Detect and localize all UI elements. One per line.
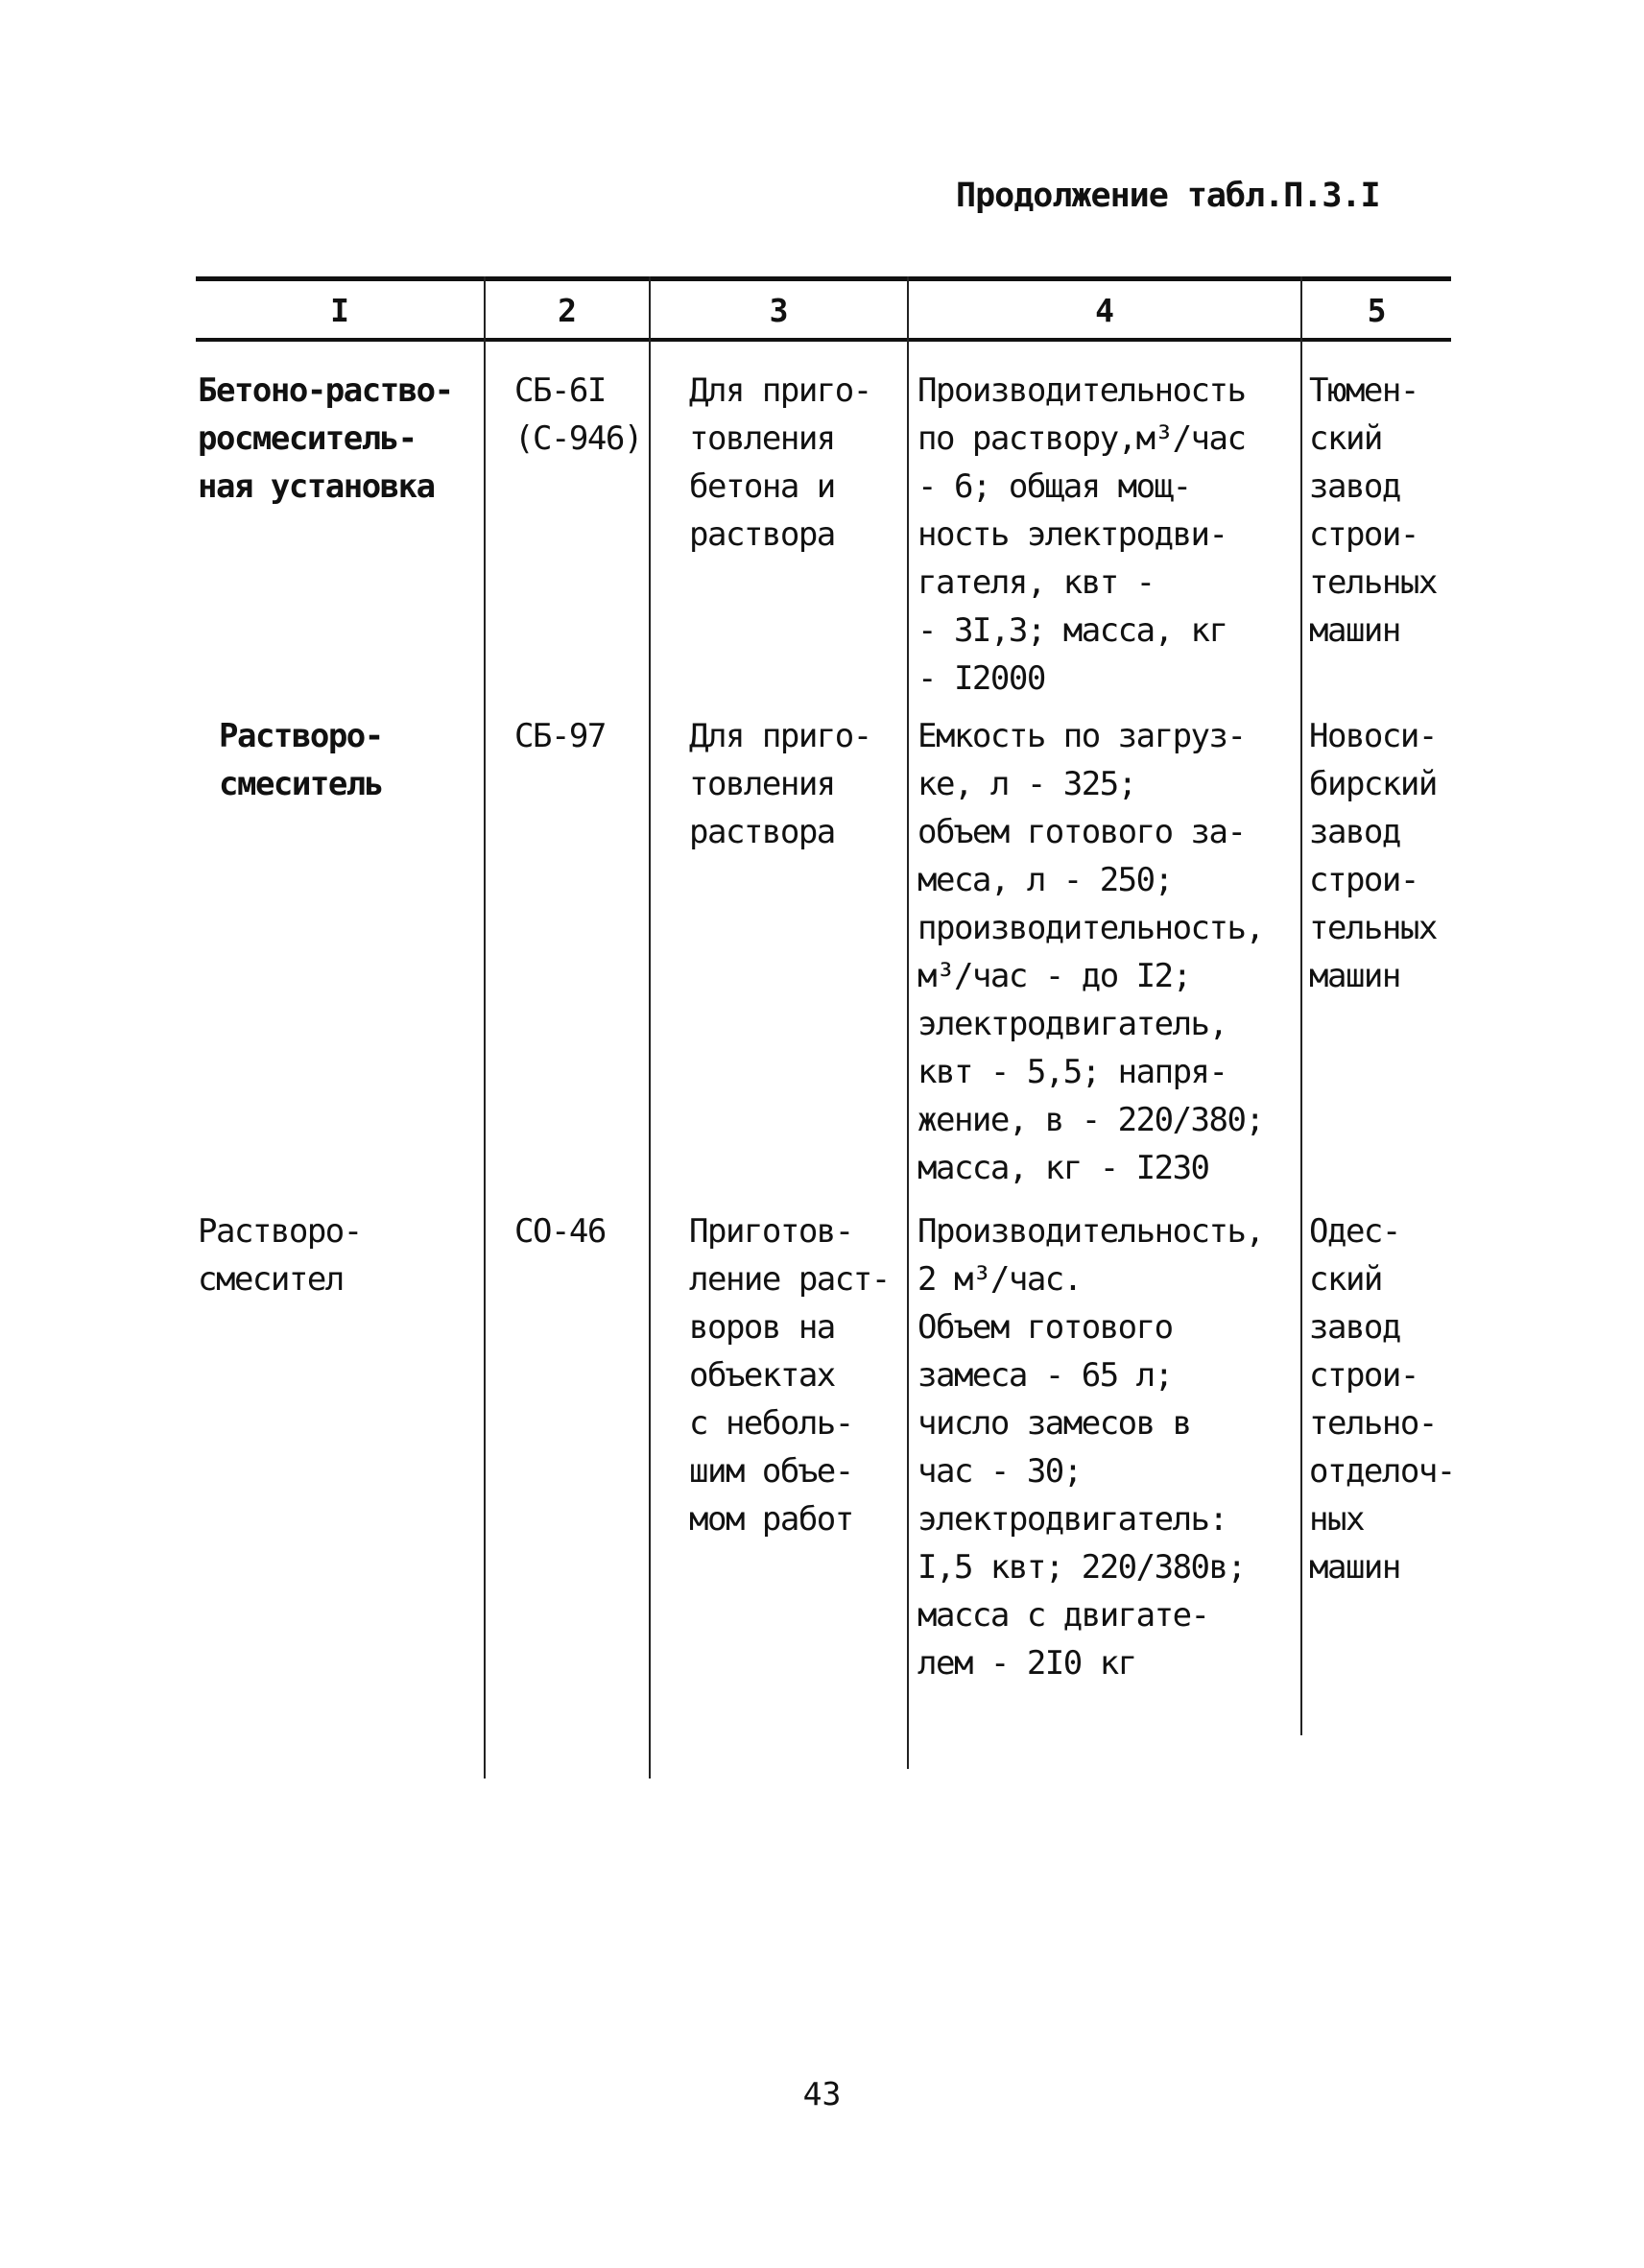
row-3-maker: Одес- ский завод строи- тельно- отделоч- ных машин [1309,1212,1455,1587]
table-header-rule [196,338,1451,342]
row-3-name: Растворо- смесител [198,1212,362,1299]
row-1-maker: Тюмен- ский завод строи- тельных машин [1309,371,1437,650]
column-header-3: 3 [769,292,789,329]
row-3-specs: Производительность, 2 м³/час. Объем готового замеса - 65 л; число замесов в час - 30; электродвигатель: I,5 квт; 220/380в; масса с двигате- лем - 2I0 кг [917,1212,1264,1683]
row-1-model: СБ-6I (С-946) [514,371,642,458]
column-header-5: 5 [1367,292,1387,329]
column-header-1: I [330,292,349,329]
table-continuation-caption: Продолжение табл.П.3.I [956,177,1380,215]
row-1-name: Бетоно-раство- росмеситель- ная установка [198,371,453,506]
row-1-purpose: Для приго- товления бетона и раствора [689,371,871,554]
row-2-model: СБ-97 [514,717,606,755]
row-3-purpose: Приготов- ление раст- воров на объектах с неболь- шим объе- мом работ [689,1212,890,1539]
column-divider [484,276,486,1779]
row-1-specs: Производительность по раствору,м³/час - 6; общая мощ- ность электродви- гателя, квт - - 3I,3; масса, кг - I2000 [917,371,1246,698]
column-header-4: 4 [1095,292,1114,329]
row-3-model: СО-46 [514,1212,606,1251]
row-2-maker: Новоси- бирский завод строи- тельных машин [1309,717,1437,995]
row-2-purpose: Для приго- товления раствора [689,717,871,851]
page-number: 43 [802,2075,842,2113]
row-2-specs: Емкость по загруз- ке, л - 325; объем готового за- меса, л - 250; производительность, м³/час - до I2; электродвигатель, квт - 5,5; напря- жение, в - 220/380; масса, кг - I230 [917,717,1264,1187]
column-divider [907,276,909,1769]
column-divider [649,276,651,1779]
column-header-2: 2 [558,292,577,329]
table-top-rule [196,276,1451,281]
column-divider [1300,276,1302,1735]
row-2-name: Растворо- смеситель [219,717,383,803]
